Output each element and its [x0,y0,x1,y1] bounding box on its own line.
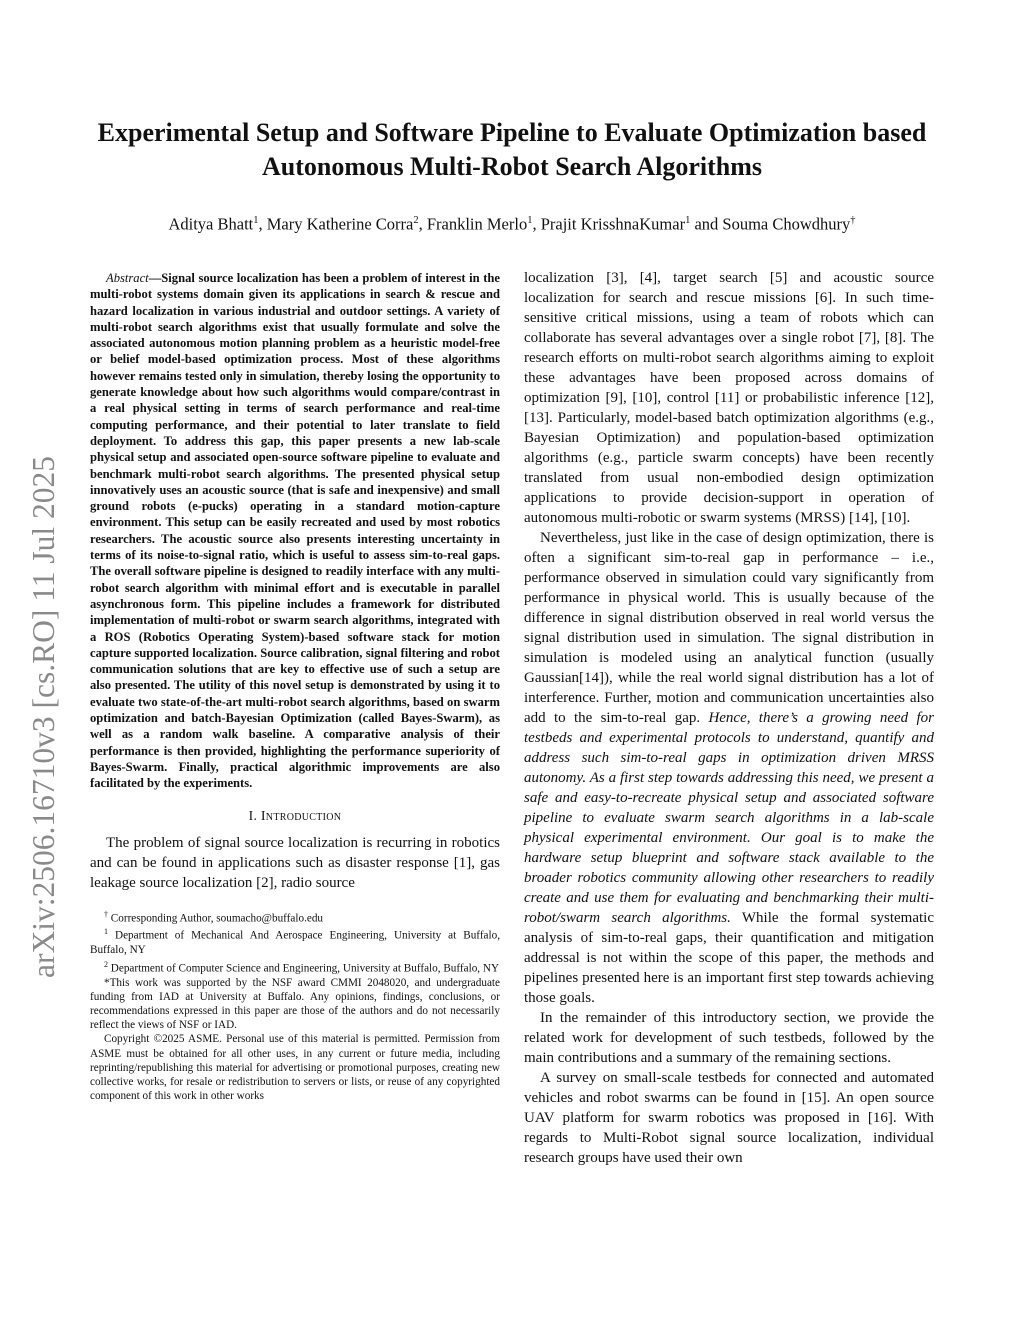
author-separator: , [418,214,427,234]
body-paragraph: localization [3], [4], target search [5] and acoustic source localization for search and rescue missions [6]. In such time-sensitive critical missions, using a team of robots which can collaborate has several advantages over a single robot [7], [8]. The research efforts on multi-robot search algorithms aiming to exploit these advantages have been proposed across domains of optimization [9], [10], control [11] or probabilistic inference [12], [13]. Particularly, model-based batch optimization algorithms (e.g., Bayesian Optimization) and population-based optimization algorithms (e.g., particle swarm concepts) have been recently translated from usual non-embodied design optimization applications to provide decision-support in operation of autonomous multi-robotic or swarm systems (MRSS) [14], [10]. [524,270,934,526]
footnote-text: Corresponding Author, soumacho@buffalo.edu [110,912,324,925]
footnote-mark: 2 [104,959,108,969]
abstract-label: Abstract [106,271,149,285]
right-column [524,268,934,1168]
footnote-affiliation-2 [90,958,500,976]
arxiv-identifier: arXiv:2506.16710v3 [cs.RO] 11 Jul 2025 [26,455,61,978]
body-text: Nevertheless, just like in the case of design optimization, there is often a significant sim-to-real gap in performance – i.e., performance observed in simulation could vary significantly from performance in physical world. This is usually because of the difference in signal distribution observed in real world versus the signal distribution used in simulation. The signal distribution in simulation is modeled using an analytical function (usually Gaussian[14]), while the real world signal distribution has a lot of interference. Further, motion and communication uncertainties also add to the sim-to-real gap. [524,530,934,726]
footnote-copyright: Copyright ©2025 ASME. Personal use of this material is permitted. Permission from ASME must be obtained for all other uses, in any current or future media, including reprinting/republishing this material for advertising or promotional purposes, creating new collective works, for resale or redistribution to servers or lists, or reuse of any copyrighted component of this work in other works [90,1033,500,1103]
footnote-funding: *This work was supported by the NSF award CMMI 2048020, and undergraduate funding from IAD at University at Buffalo. Any opinions, findings, conclusions, or recommendations expressed in this paper are those of the authors and do not necessarily reflect the views of NSF or IAD. [90,976,500,1032]
footnote-mark: † [104,909,108,919]
author-name: Aditya Bhatt [168,214,254,234]
abstract [90,270,500,792]
author-affiliation-mark: 1 [253,215,259,226]
section-number: I. [248,807,258,823]
section-heading-introduction [90,806,500,827]
emphasized-text: Hence, there’s a growing need for testbeds and experimental protocols to understand, quantify and address such sim-to-real gaps in optimization driven MRSS autonomy. As a first step towards addressing this need, we present a safe and easy-to-recreate physical setup and associated software pipeline to evaluate swarm search algorithms in a lab-scale physical experimental environment. Our goal is to make the hardware setup blueprint and software stack available to the broader robotics community allowing other researchers to readily create and use them for evaluating and benchmarking their multi-robot/swarm search algorithms. [524,710,934,926]
author-affiliation-mark: 1 [527,215,533,226]
author-name: Prajit KrisshnaKumar [540,214,686,234]
author-separator: , [258,214,267,234]
section-title: Introduction [260,808,342,824]
footnotes [90,908,500,1104]
footnote-text: Department of Computer Science and Engineering, University at Buffalo, Buffalo, NY [110,962,500,975]
author-affiliation-mark: 1 [685,215,691,226]
body-paragraph: A survey on small-scale testbeds for connected and automated vehicles and robot swarms can be found in [15]. An open source UAV platform for swarm robotics was proposed in [16]. With regards to Multi-Robot signal source localization, individual research groups have used their own [524,1070,934,1166]
author-name: Mary Katherine Corra [266,214,414,234]
body-paragraph [524,528,934,1008]
author-affiliation-mark: † [850,215,856,226]
body-text: While the formal systematic analysis of sim-to-real gaps, their quantification and mitigation addressal is not within the scope of this paper, the methods and pipelines presented here is an important first step towards achieving those goals. [524,910,934,1006]
author-name: Souma Chowdhury [722,214,851,234]
abstract-text: Signal source localization has been a problem of interest in the multi-robot systems domain given its applications in search & rescue and hazard localization in various industrial and outdoor settings. A variety of multi-robot search algorithms exist that usually formulate and solve the associated autonomous motion planning problem as a heuristic model-free or belief model-based optimization process. Most of these algorithms however remains tested only in simulation, thereby losing the opportunity to generate knowledge about how such algorithms would compare/contrast in a real physical setting in terms of search performance and real-time computing performance, and their potential to later translate to field deployment. To address this gap, this paper presents a new lab-scale physical setup and associated open-source software pipeline to evaluate and benchmark multi-robot search algorithms. The presented physical setup innovatively uses an acoustic source (that is safe and inexpensive) and small ground robots (e-pucks) operating in a standard motion-capture environment. This setup can be easily recreated and used by most robotics researchers. The acoustic source also presents interesting uncertainty in terms of its noise-to-signal ratio, which is useful to assess sim-to-real gaps. The overall software pipeline is designed to readily interface with any multi-robot search algorithm with minimal effort and is executable in parallel asynchronous form. This pipeline includes a framework for distributed implementation of multi-robot or swarm search algorithms, integrated with a ROS (Robotics Operating System)-based software stack for motion capture supported localization. Source calibration, signal filtering and robot communication solutions that are key to effective use of such a setup are also presented. The utility of this novel setup is demonstrated by using it to evaluate two state-of-the-art multi-robot search algorithms, based on swarm optimization and batch-Bayesian Optimization (called Bayes-Swarm), as well as a random walk baseline. A comparative analysis of their performance is then provided, highlighting the performance superiority of Bayes-Swarm. Finally, practical algorithmic improvements are also facilitated by the experiments. [90,271,500,791]
author-separator: , [532,214,541,234]
abstract-dash: — [148,271,162,285]
footnote-mark: 1 [104,927,108,937]
author-separator: and [690,214,723,234]
author-affiliation-mark: 2 [413,215,419,226]
body-paragraph: In the remainder of this introductory section, we provide the related work for development of such testbeds, followed by the main contributions and a summary of the remaining sections. [524,1010,934,1066]
intro-paragraph: The problem of signal source localization is recurring in robotics and can be found in applications such as disaster response [1], gas leakage source localization [2], radio source [90,834,500,891]
author-list [90,209,934,237]
author-name: Franklin Merlo [426,214,528,234]
left-column [90,270,500,1103]
footnote-affiliation-1 [90,925,500,957]
footnote-corresponding-author [90,908,500,926]
footnote-text: Department of Mechanical And Aerospace Engineering, University at Buffalo, Buffalo, NY [90,930,501,957]
paper-title: Experimental Setup and Software Pipeline to Evaluate Optimization based Autonomous Multi-Robot Search Algorithms [97,118,927,181]
